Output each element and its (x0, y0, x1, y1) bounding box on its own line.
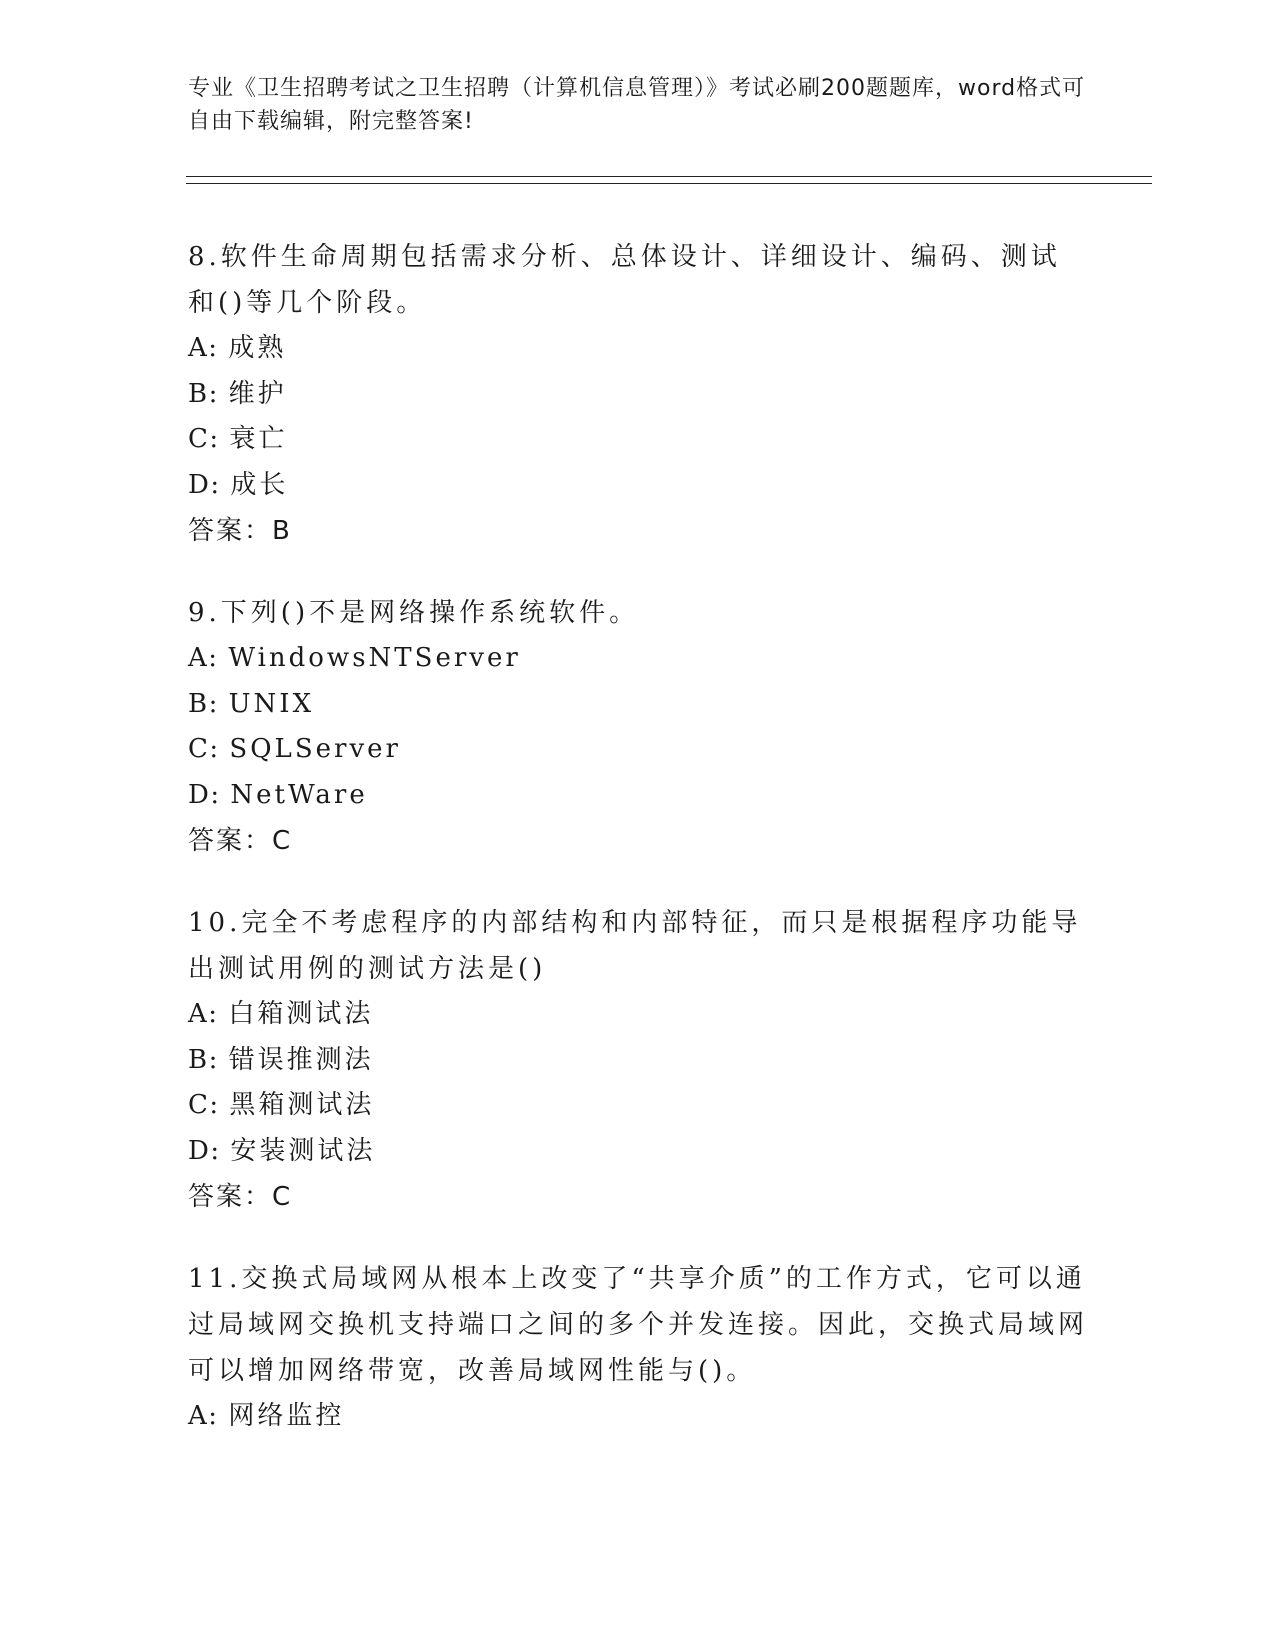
option-letter: B: (188, 1044, 219, 1075)
option-letter: A: (188, 1401, 219, 1431)
question-11 (188, 1256, 1088, 1440)
question-9 (188, 590, 1088, 864)
option-letter: C: (188, 734, 220, 764)
option-letter: C: (188, 1090, 220, 1120)
option-letter: D: (188, 469, 221, 500)
option-text: NetWare (230, 779, 368, 810)
option-letter: A: (188, 999, 219, 1029)
option-text: UNIX (228, 688, 315, 719)
option-text: 成长 (230, 469, 289, 500)
option-text: SQLServer (229, 734, 401, 764)
option-text: 网络监控 (228, 1401, 345, 1431)
option-a (188, 326, 1088, 372)
option-text: 安装测试法 (230, 1135, 376, 1166)
document-header: 专业《卫生招聘考试之卫生招聘（计算机信息管理）》考试必刷200题题库，word格式可自由下载编辑，附完整答案! (188, 76, 1086, 134)
header-divider (186, 176, 1152, 184)
option-c (188, 727, 1088, 773)
option-a (188, 636, 1088, 682)
option-c (188, 417, 1088, 463)
question-stem: 10.完全不考虑程序的内部结构和内部特征，而只是根据程序功能导出测试用例的测试方法是() (188, 908, 1082, 984)
option-a (188, 1394, 1088, 1440)
option-letter: D: (188, 779, 221, 810)
option-text: 衰亡 (229, 424, 288, 454)
answer-line: 答案：B (188, 516, 292, 546)
question-10 (188, 900, 1088, 1220)
question-stem: 9.下列()不是网络操作系统软件。 (188, 598, 640, 628)
question-8 (188, 234, 1088, 554)
option-text: 错误推测法 (228, 1044, 374, 1075)
option-text: WindowsNTServer (228, 643, 521, 673)
option-d (188, 1129, 1088, 1175)
option-letter: D: (188, 1135, 221, 1166)
option-a (188, 992, 1088, 1038)
question-stem: 8.软件生命周期包括需求分析、总体设计、详细设计、编码、测试和()等几个阶段。 (188, 242, 1061, 318)
option-b (188, 1038, 1088, 1084)
option-letter: C: (188, 424, 220, 454)
option-c (188, 1083, 1088, 1129)
option-b (188, 372, 1088, 418)
option-letter: A: (188, 643, 219, 673)
answer-line: 答案：C (188, 1182, 293, 1212)
option-text: 白箱测试法 (228, 999, 374, 1029)
option-b (188, 682, 1088, 728)
option-text: 成熟 (228, 333, 287, 363)
question-stem: 11.交换式局域网从根本上改变了“共享介质”的工作方式，它可以通过局域网交换机支持端口之间的多个并发连接。因此，交换式局域网可以增加网络带宽，改善局域网性能与()。 (188, 1264, 1089, 1386)
option-text: 黑箱测试法 (229, 1090, 375, 1120)
question-list (188, 234, 1088, 1476)
option-d (188, 463, 1088, 509)
answer-line: 答案：C (188, 826, 293, 856)
option-letter: B: (188, 688, 219, 719)
option-text: 维护 (228, 378, 287, 409)
option-letter: B: (188, 378, 219, 409)
option-letter: A: (188, 333, 219, 363)
option-d (188, 773, 1088, 819)
